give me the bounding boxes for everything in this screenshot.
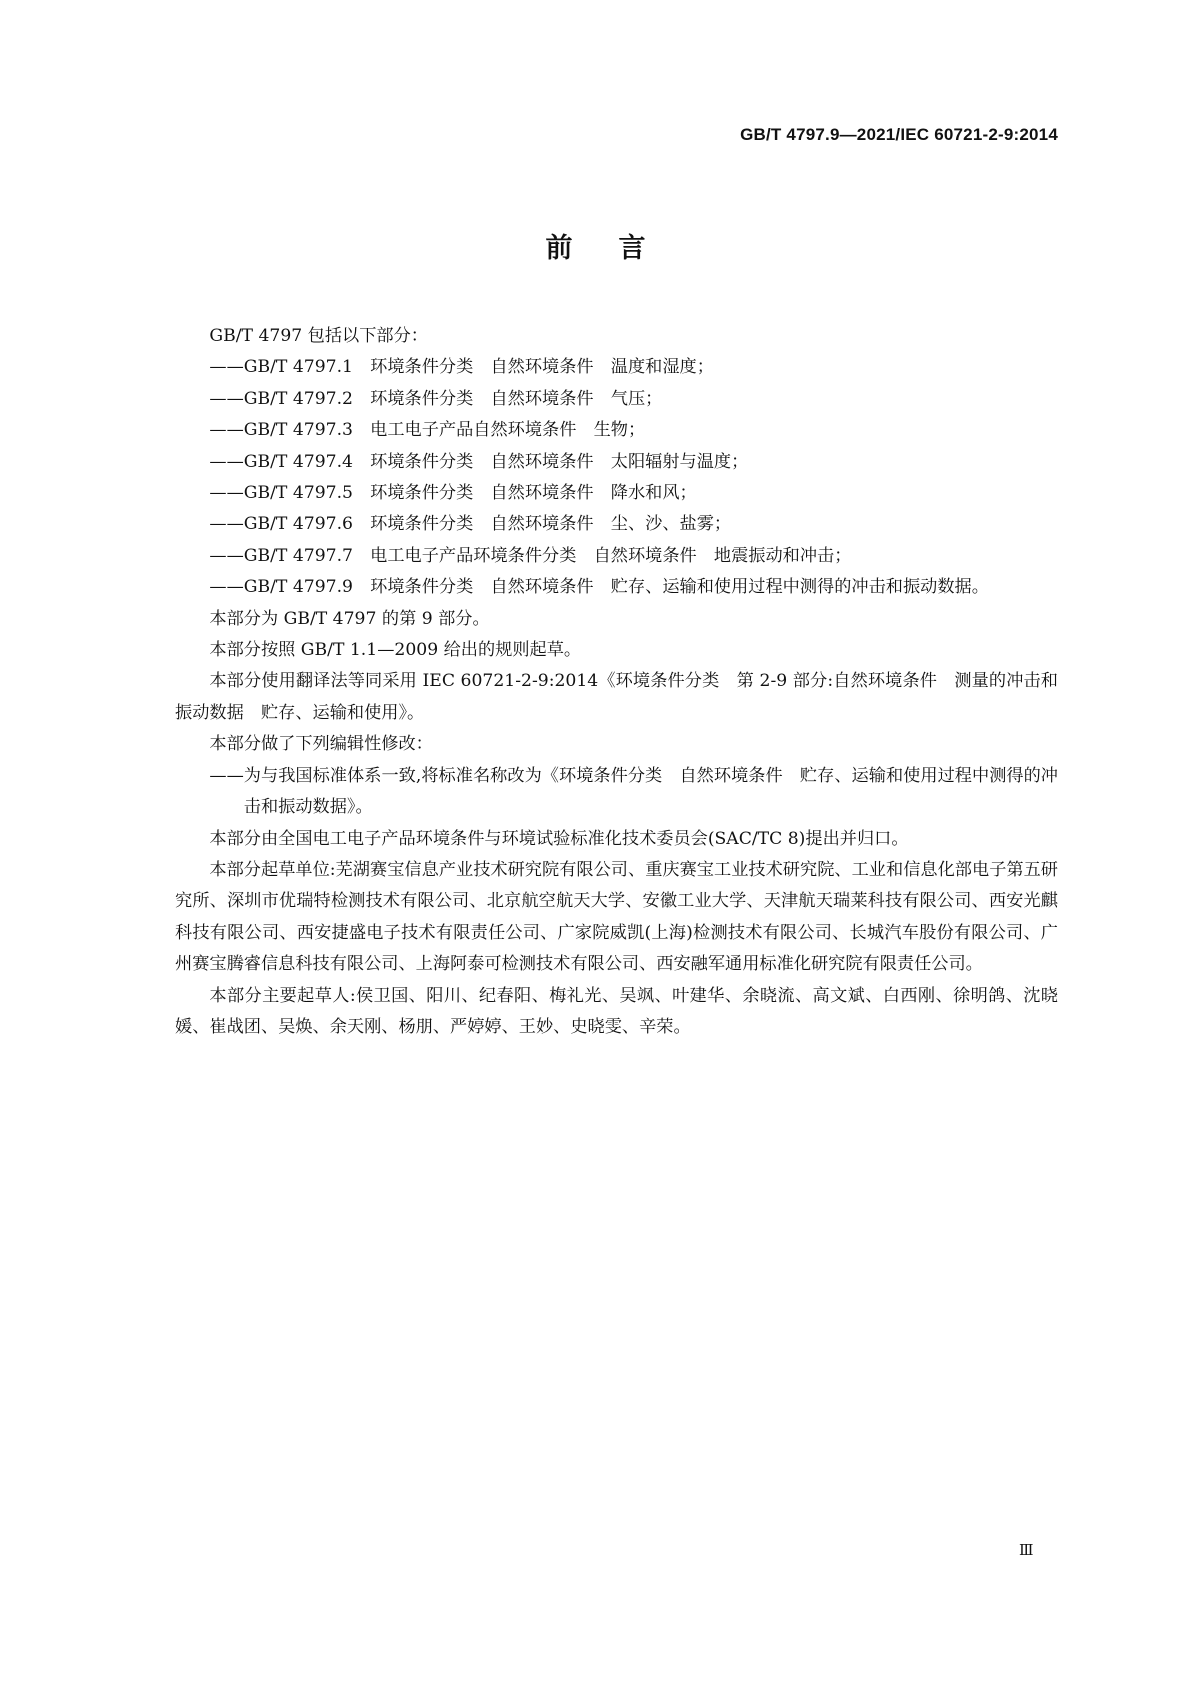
part-item: ——GB/T 4797.6 环境条件分类 自然环境条件 尘、沙、盐雾； — [209, 514, 732, 535]
adoption-statement: 本部分使用翻译法等同采用 IEC 60721-2-9:2014《环境条件分类 第 2-9 部分:自然环境条件 测量的冲击和振动数据 贮存、运输和使用》。 — [175, 671, 1058, 723]
part-item: ——GB/T 4797.2 环境条件分类 自然环境条件 气压； — [209, 388, 663, 409]
part-item: ——GB/T 4797.5 环境条件分类 自然环境条件 降水和风； — [209, 483, 697, 504]
parts-intro: GB/T 4797 包括以下部分： — [209, 326, 428, 346]
part-of-statement: 本部分为 GB/T 4797 的第 9 部分。 — [209, 608, 490, 629]
part-item: ——GB/T 4797.1 环境条件分类 自然环境条件 温度和湿度； — [209, 357, 714, 378]
drafters-statement: 本部分主要起草人:侯卫国、阳川、纪春阳、梅礼光、吴飒、叶建华、余晓流、高文斌、白西刚、徐明鸽、沈晓媛、崔战团、吴焕、余天刚、杨朋、严婷婷、王妙、史晓雯、辛荣。 — [175, 985, 1058, 1037]
proposed-by-statement: 本部分由全国电工电子产品环境条件与环境试验标准化技术委员会(SAC/TC 8)提出并归口。 — [209, 828, 909, 849]
foreword-body — [175, 321, 1058, 1043]
part-item: ——GB/T 4797.3 电工电子产品自然环境条件 生物； — [209, 420, 646, 441]
standard-number-header: GB/T 4797.9—2021/IEC 60721-2-9:2014 — [740, 125, 1058, 144]
part-item: ——GB/T 4797.7 电工电子产品环境条件分类 自然环境条件 地震振动和冲击； — [209, 545, 852, 566]
drafting-rules-statement: 本部分按照 GB/T 1.1—2009 给出的规则起草。 — [209, 640, 582, 661]
foreword-title: 前言 — [545, 233, 692, 264]
editorial-change-item: ——为与我国标准体系一致,将标准名称改为《环境条件分类 自然环境条件 贮存、运输和使用过程中测得的冲击和振动数据》。 — [209, 765, 1058, 818]
page-number: Ⅲ — [1019, 1541, 1034, 1559]
part-item: ——GB/T 4797.4 环境条件分类 自然环境条件 太阳辐射与温度； — [209, 451, 749, 472]
editorial-changes-intro: 本部分做了下列编辑性修改： — [209, 734, 433, 755]
part-item: ——GB/T 4797.9 环境条件分类 自然环境条件 贮存、运输和使用过程中测得的冲击和振动数据。 — [209, 577, 989, 598]
drafting-units-statement: 本部分起草单位:芜湖赛宝信息产业技术研究院有限公司、重庆赛宝工业技术研究院、工业和信息化部电子第五研究所、深圳市优瑞特检测技术有限公司、北京航空航天大学、安徽工业大学、天津航天瑞莱科技有限公司、西安光麒科技有限公司、西安捷盛电子技术有限责任公司、广家院威凯(上海)检测技术有限公司、长城汽车股份有限公司、广州赛宝腾睿信息科技有限公司、上海阿泰可检测技术有限公司、西安融军通用标准化研究院有限责任公司。 — [175, 859, 1058, 975]
